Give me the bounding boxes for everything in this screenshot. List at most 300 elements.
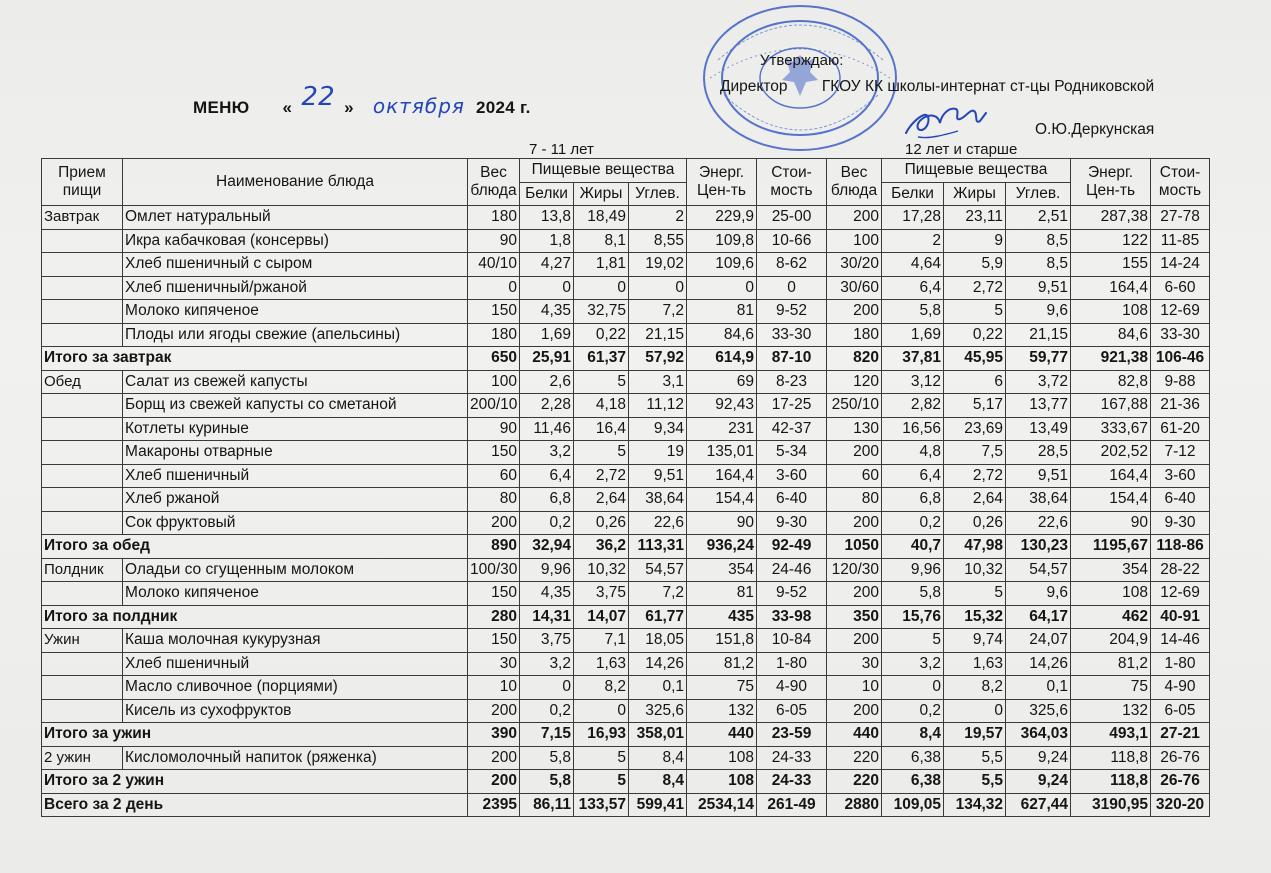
value-cell: 118-86 [1151, 535, 1210, 559]
value-cell: 151,8 [687, 629, 757, 653]
value-cell: 5 [882, 629, 944, 653]
value-cell: 6 [944, 370, 1006, 394]
dish-cell: Оладьи со сгущенным молоком [123, 558, 468, 582]
total-row [42, 770, 1210, 794]
value-cell: 250/10 [827, 394, 882, 418]
value-cell: 4-90 [757, 676, 827, 700]
value-cell: 9,24 [1006, 770, 1071, 794]
value-cell: 0 [757, 276, 827, 300]
value-cell: 64,17 [1006, 605, 1071, 629]
value-cell: 109,8 [687, 229, 757, 253]
value-cell: 4-90 [1151, 676, 1210, 700]
value-cell: 2,64 [944, 488, 1006, 512]
value-cell: 9,96 [882, 558, 944, 582]
value-cell: 8-23 [757, 370, 827, 394]
value-cell: 6,38 [882, 746, 944, 770]
value-cell: 14,26 [1006, 652, 1071, 676]
value-cell: 7,5 [944, 441, 1006, 465]
value-cell: 200 [827, 511, 882, 535]
value-cell: 3,12 [882, 370, 944, 394]
value-cell: 0,2 [882, 699, 944, 723]
value-cell: 6,4 [882, 276, 944, 300]
meal-cell [42, 699, 123, 723]
dish-cell: Молоко кипяченое [123, 300, 468, 324]
value-cell: 12-69 [1151, 300, 1210, 324]
dish-cell: Кисломолочный напиток (ряженка) [123, 746, 468, 770]
total-label: Всего за 2 день [42, 793, 468, 817]
col-carbs-1: Углев. [629, 182, 687, 206]
value-cell: 61,77 [629, 605, 687, 629]
value-cell: 54,57 [1006, 558, 1071, 582]
value-cell: 100 [468, 370, 520, 394]
value-cell: 84,6 [687, 323, 757, 347]
value-cell: 13,77 [1006, 394, 1071, 418]
value-cell: 200 [827, 629, 882, 653]
director-line [720, 78, 1154, 96]
value-cell: 8,2 [944, 676, 1006, 700]
value-cell: 3,2 [882, 652, 944, 676]
col-energy-1: Энерг. Цен-ть [687, 159, 757, 206]
value-cell: 1,69 [882, 323, 944, 347]
table-header-row-1 [42, 159, 1210, 183]
value-cell: 16,56 [882, 417, 944, 441]
dish-cell: Хлеб ржаной [123, 488, 468, 512]
value-cell: 4,8 [882, 441, 944, 465]
meal-cell: 2 ужин [42, 746, 123, 770]
value-cell: 40/10 [468, 253, 520, 277]
value-cell: 440 [827, 723, 882, 747]
value-cell: 599,41 [629, 793, 687, 817]
age-group-2: 12 лет и старше [905, 141, 1018, 158]
value-cell: 164,4 [687, 464, 757, 488]
value-cell: 5,17 [944, 394, 1006, 418]
value-cell: 6-40 [1151, 488, 1210, 512]
dish-cell: Молоко кипяченое [123, 582, 468, 606]
value-cell: 22,6 [1006, 511, 1071, 535]
value-cell: 5 [574, 770, 629, 794]
value-cell: 150 [468, 582, 520, 606]
value-cell: 84,6 [1071, 323, 1151, 347]
value-cell: 0,2 [882, 511, 944, 535]
value-cell: 7,1 [574, 629, 629, 653]
value-cell: 6-05 [1151, 699, 1210, 723]
total-row [42, 347, 1210, 371]
director-role: Директор [720, 78, 788, 95]
table-row [42, 488, 1210, 512]
dish-cell: Каша молочная кукурузная [123, 629, 468, 653]
value-cell: 164,4 [1071, 464, 1151, 488]
dish-cell: Хлеб пшеничный с сыром [123, 253, 468, 277]
meal-cell [42, 582, 123, 606]
value-cell: 130,23 [1006, 535, 1071, 559]
value-cell: 200/10 [468, 394, 520, 418]
value-cell: 2,6 [520, 370, 574, 394]
value-cell: 6,4 [882, 464, 944, 488]
value-cell: 14-24 [1151, 253, 1210, 277]
table-row [42, 699, 1210, 723]
dish-cell: Борщ из свежей капусты со сметаной [123, 394, 468, 418]
meal-cell [42, 464, 123, 488]
value-cell: 936,24 [687, 535, 757, 559]
value-cell: 45,95 [944, 347, 1006, 371]
value-cell: 80 [468, 488, 520, 512]
value-cell: 7-12 [1151, 441, 1210, 465]
value-cell: 38,64 [1006, 488, 1071, 512]
value-cell: 4,18 [574, 394, 629, 418]
value-cell: 13,8 [520, 206, 574, 230]
value-cell: 5,8 [520, 770, 574, 794]
value-cell: 14,07 [574, 605, 629, 629]
value-cell: 17,28 [882, 206, 944, 230]
value-cell: 358,01 [629, 723, 687, 747]
value-cell: 2,51 [1006, 206, 1071, 230]
value-cell: 23,69 [944, 417, 1006, 441]
meal-cell [42, 417, 123, 441]
value-cell: 9,51 [1006, 276, 1071, 300]
value-cell: 9,51 [1006, 464, 1071, 488]
col-dish: Наименование блюда [123, 159, 468, 206]
value-cell: 5,5 [944, 746, 1006, 770]
value-cell: 8,4 [882, 723, 944, 747]
value-cell: 61,37 [574, 347, 629, 371]
value-cell: 5,8 [520, 746, 574, 770]
value-cell: 90 [1071, 511, 1151, 535]
table-row [42, 300, 1210, 324]
value-cell: 220 [827, 770, 882, 794]
value-cell: 12-69 [1151, 582, 1210, 606]
value-cell: 54,57 [629, 558, 687, 582]
value-cell: 200 [468, 770, 520, 794]
dish-cell: Хлеб пшеничный [123, 464, 468, 488]
value-cell: 109,05 [882, 793, 944, 817]
value-cell: 2880 [827, 793, 882, 817]
value-cell: 202,52 [1071, 441, 1151, 465]
value-cell: 118,8 [1071, 746, 1151, 770]
value-cell: 2,82 [882, 394, 944, 418]
value-cell: 9,6 [1006, 300, 1071, 324]
value-cell: 40-91 [1151, 605, 1210, 629]
value-cell: 23-59 [757, 723, 827, 747]
value-cell: 9,6 [1006, 582, 1071, 606]
value-cell: 100 [827, 229, 882, 253]
signer-name: О.Ю.Деркунская [1035, 121, 1155, 138]
value-cell: 10 [468, 676, 520, 700]
table-row [42, 652, 1210, 676]
value-cell: 122 [1071, 229, 1151, 253]
value-cell: 37,81 [882, 347, 944, 371]
value-cell: 21,15 [1006, 323, 1071, 347]
value-cell: 164,4 [1071, 276, 1151, 300]
value-cell: 108 [1071, 300, 1151, 324]
value-cell: 921,38 [1071, 347, 1151, 371]
value-cell: 0,1 [1006, 676, 1071, 700]
value-cell: 9-52 [757, 582, 827, 606]
meal-cell [42, 652, 123, 676]
col-carbs-2: Углев. [1006, 182, 1071, 206]
value-cell: 364,03 [1006, 723, 1071, 747]
value-cell: 60 [468, 464, 520, 488]
value-cell: 81 [687, 582, 757, 606]
value-cell: 180 [827, 323, 882, 347]
dish-cell: Икра кабачковая (консервы) [123, 229, 468, 253]
value-cell: 9,96 [520, 558, 574, 582]
value-cell: 7,2 [629, 300, 687, 324]
total-label: Итого за обед [42, 535, 468, 559]
value-cell: 200 [468, 511, 520, 535]
age-group-1: 7 - 11 лет [529, 141, 594, 158]
value-cell: 25,91 [520, 347, 574, 371]
value-cell: 8,2 [574, 676, 629, 700]
table-row [42, 394, 1210, 418]
value-cell: 9,24 [1006, 746, 1071, 770]
value-cell: 6-05 [757, 699, 827, 723]
value-cell: 90 [687, 511, 757, 535]
value-cell: 1,63 [574, 652, 629, 676]
value-cell: 40,7 [882, 535, 944, 559]
value-cell: 3,2 [520, 652, 574, 676]
value-cell: 10-84 [757, 629, 827, 653]
value-cell: 0 [468, 276, 520, 300]
col-energy-2: Энерг. Цен-ть [1071, 159, 1151, 206]
value-cell: 220 [827, 746, 882, 770]
value-cell: 0,26 [574, 511, 629, 535]
value-cell: 8,5 [1006, 229, 1071, 253]
value-cell: 6,8 [882, 488, 944, 512]
value-cell: 80 [827, 488, 882, 512]
value-cell: 6-40 [757, 488, 827, 512]
value-cell: 0,26 [944, 511, 1006, 535]
value-cell: 6-60 [1151, 276, 1210, 300]
value-cell: 6,8 [520, 488, 574, 512]
value-cell: 87-10 [757, 347, 827, 371]
value-cell: 47,98 [944, 535, 1006, 559]
value-cell: 133,57 [574, 793, 629, 817]
value-cell: 59,77 [1006, 347, 1071, 371]
value-cell: 9-88 [1151, 370, 1210, 394]
value-cell: 5 [574, 746, 629, 770]
value-cell: 120/30 [827, 558, 882, 582]
meal-cell [42, 253, 123, 277]
value-cell: 38,64 [629, 488, 687, 512]
value-cell: 18,49 [574, 206, 629, 230]
col-meal: Прием пищи [42, 159, 123, 206]
value-cell: 0 [944, 699, 1006, 723]
total-row [42, 535, 1210, 559]
value-cell: 16,4 [574, 417, 629, 441]
value-cell: 5 [944, 300, 1006, 324]
meal-cell [42, 394, 123, 418]
menu-title [193, 82, 531, 120]
value-cell: 0 [574, 276, 629, 300]
value-cell: 614,9 [687, 347, 757, 371]
value-cell: 28-22 [1151, 558, 1210, 582]
col-nutrients-1: Пищевые вещества [520, 159, 687, 183]
value-cell: 0 [687, 276, 757, 300]
value-cell: 134,32 [944, 793, 1006, 817]
value-cell: 61-20 [1151, 417, 1210, 441]
value-cell: 75 [1071, 676, 1151, 700]
value-cell: 1,81 [574, 253, 629, 277]
value-cell: 82,8 [1071, 370, 1151, 394]
value-cell: 154,4 [1071, 488, 1151, 512]
value-cell: 10 [827, 676, 882, 700]
value-cell: 33-30 [1151, 323, 1210, 347]
table-row [42, 206, 1210, 230]
value-cell: 3190,95 [1071, 793, 1151, 817]
value-cell: 108 [687, 746, 757, 770]
value-cell: 8-62 [757, 253, 827, 277]
value-cell: 440 [687, 723, 757, 747]
value-cell: 0,1 [629, 676, 687, 700]
value-cell: 150 [468, 441, 520, 465]
value-cell: 1,8 [520, 229, 574, 253]
value-cell: 24-33 [757, 746, 827, 770]
value-cell: 5 [574, 441, 629, 465]
signature-icon [900, 95, 990, 145]
value-cell: 10-66 [757, 229, 827, 253]
dish-cell: Плоды или ягоды свежие (апельсины) [123, 323, 468, 347]
col-cost-1: Стои-мость [757, 159, 827, 206]
director-org: ГКОУ КК школы-интернат ст-цы Родниковской [821, 78, 1155, 95]
value-cell: 26-76 [1151, 770, 1210, 794]
table-row [42, 582, 1210, 606]
value-cell: 75 [687, 676, 757, 700]
value-cell: 5-34 [757, 441, 827, 465]
value-cell: 8,4 [629, 770, 687, 794]
value-cell: 4,35 [520, 300, 574, 324]
value-cell: 3,2 [520, 441, 574, 465]
value-cell: 8,5 [1006, 253, 1071, 277]
value-cell: 2395 [468, 793, 520, 817]
approve-label: Утверждаю: [760, 52, 844, 69]
value-cell: 33-98 [757, 605, 827, 629]
quote-open: « [282, 98, 293, 117]
value-cell: 11-85 [1151, 229, 1210, 253]
value-cell: 30/60 [827, 276, 882, 300]
value-cell: 9,34 [629, 417, 687, 441]
value-cell: 27-78 [1151, 206, 1210, 230]
value-cell: 3,72 [1006, 370, 1071, 394]
value-cell: 30/20 [827, 253, 882, 277]
value-cell: 8,55 [629, 229, 687, 253]
value-cell: 3,75 [574, 582, 629, 606]
value-cell: 0 [520, 676, 574, 700]
value-cell: 1-80 [757, 652, 827, 676]
dish-cell: Макароны отварные [123, 441, 468, 465]
value-cell: 5,5 [944, 770, 1006, 794]
value-cell: 1050 [827, 535, 882, 559]
total-row [42, 793, 1210, 817]
value-cell: 106-46 [1151, 347, 1210, 371]
value-cell: 2,72 [944, 276, 1006, 300]
value-cell: 150 [468, 629, 520, 653]
value-cell: 4,64 [882, 253, 944, 277]
value-cell: 200 [827, 699, 882, 723]
value-cell: 5 [944, 582, 1006, 606]
menu-day: 22 [301, 82, 336, 112]
meal-cell [42, 229, 123, 253]
value-cell: 132 [1071, 699, 1151, 723]
value-cell: 9-52 [757, 300, 827, 324]
value-cell: 2 [629, 206, 687, 230]
value-cell: 627,44 [1006, 793, 1071, 817]
value-cell: 0,2 [520, 511, 574, 535]
value-cell: 3-60 [1151, 464, 1210, 488]
value-cell: 320-20 [1151, 793, 1210, 817]
dish-cell: Кисель из сухофруктов [123, 699, 468, 723]
value-cell: 0 [882, 676, 944, 700]
meal-cell: Обед [42, 370, 123, 394]
value-cell: 92,43 [687, 394, 757, 418]
meal-cell: Завтрак [42, 206, 123, 230]
value-cell: 90 [468, 229, 520, 253]
table-row [42, 276, 1210, 300]
total-label: Итого за ужин [42, 723, 468, 747]
quote-close: » [344, 98, 354, 117]
table-row [42, 629, 1210, 653]
value-cell: 81 [687, 300, 757, 324]
value-cell: 0,2 [520, 699, 574, 723]
value-cell: 18,05 [629, 629, 687, 653]
meal-cell [42, 676, 123, 700]
value-cell: 1-80 [1151, 652, 1210, 676]
table-row [42, 464, 1210, 488]
total-row [42, 605, 1210, 629]
value-cell: 13,49 [1006, 417, 1071, 441]
value-cell: 10,32 [574, 558, 629, 582]
value-cell: 2,28 [520, 394, 574, 418]
value-cell: 25-00 [757, 206, 827, 230]
value-cell: 108 [1071, 582, 1151, 606]
value-cell: 3,75 [520, 629, 574, 653]
value-cell: 11,46 [520, 417, 574, 441]
value-cell: 15,76 [882, 605, 944, 629]
value-cell: 5,8 [882, 582, 944, 606]
value-cell: 155 [1071, 253, 1151, 277]
value-cell: 9,51 [629, 464, 687, 488]
value-cell: 8,4 [629, 746, 687, 770]
dish-cell: Хлеб пшеничный [123, 652, 468, 676]
value-cell: 32,94 [520, 535, 574, 559]
value-cell: 820 [827, 347, 882, 371]
col-weight-2: Вес блюда [827, 159, 882, 206]
value-cell: 0 [629, 276, 687, 300]
value-cell: 2,64 [574, 488, 629, 512]
value-cell: 5 [574, 370, 629, 394]
value-cell: 154,4 [687, 488, 757, 512]
value-cell: 28,5 [1006, 441, 1071, 465]
col-protein-1: Белки [520, 182, 574, 206]
meal-cell [42, 441, 123, 465]
col-protein-2: Белки [882, 182, 944, 206]
value-cell: 26-76 [1151, 746, 1210, 770]
value-cell: 8,1 [574, 229, 629, 253]
value-cell: 200 [468, 746, 520, 770]
value-cell: 261-49 [757, 793, 827, 817]
table-row [42, 370, 1210, 394]
value-cell: 2,72 [944, 464, 1006, 488]
value-cell: 287,38 [1071, 206, 1151, 230]
meal-cell: Полдник [42, 558, 123, 582]
value-cell: 1195,67 [1071, 535, 1151, 559]
value-cell: 109,6 [687, 253, 757, 277]
table-row [42, 746, 1210, 770]
total-label: Итого за завтрак [42, 347, 468, 371]
value-cell: 3-60 [757, 464, 827, 488]
value-cell: 113,31 [629, 535, 687, 559]
table-row [42, 441, 1210, 465]
meal-cell: Ужин [42, 629, 123, 653]
